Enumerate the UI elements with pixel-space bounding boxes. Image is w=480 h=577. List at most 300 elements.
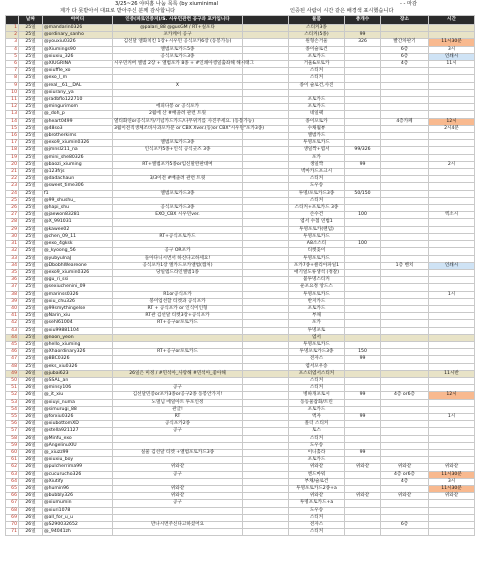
extra-cell (243, 97, 289, 104)
row-number: 29 (6, 226, 19, 233)
account-id-cell: @dadachaun (43, 176, 113, 183)
condition-cell (113, 356, 243, 363)
account-id-cell: @_94041zh (43, 529, 113, 536)
item-cell: 종이 슬로건,사진 (289, 82, 345, 89)
row-number: 17 (6, 140, 19, 147)
date-cell: 25일 (19, 125, 43, 132)
account-id-cell: @hapi_shu (43, 205, 113, 212)
item-cell: 스티커(5종) (289, 32, 345, 39)
time-cell (429, 356, 475, 363)
place-cell: 6층 (381, 522, 429, 529)
date-cell: 25일 (19, 212, 43, 219)
condition-cell: RT + 공식포카 or 인식이인형 (113, 305, 243, 312)
item-cell: 스티커 (289, 197, 345, 204)
item-cell: 스티커 (289, 385, 345, 392)
account-id-cell: @jaewon83281 (43, 212, 113, 219)
date-cell: 26일 (19, 478, 43, 485)
table-row (6, 529, 475, 536)
count-cell (345, 183, 381, 190)
account-id-cell: @cucurucho326 (43, 471, 113, 478)
condition-cell: 2월에 산 #배졸려 관련 트윗 (113, 111, 243, 118)
row-number: 59 (6, 442, 19, 449)
item-cell: 투명포토카드 (289, 233, 345, 240)
column-header-number (6, 16, 19, 25)
time-cell (429, 25, 475, 32)
table-row (6, 334, 475, 341)
count-cell (345, 399, 381, 406)
row-number: 52 (6, 392, 19, 399)
item-cell: 벽마카드포크시 (289, 169, 345, 176)
count-cell: 99 (345, 32, 381, 39)
extra-cell (243, 320, 289, 327)
date-cell: 25일 (19, 226, 43, 233)
date-cell: 26일 (19, 457, 43, 464)
condition-cell: 시우민커버 앨범 2장 + 앨범포카 8종 + #인쇄아셍일출좌해 해시태그 (114, 61, 255, 67)
account-id-cell: @123frjs (43, 169, 113, 176)
date-cell: 25일 (19, 291, 43, 298)
table-row (6, 406, 475, 413)
time-cell (429, 284, 475, 291)
item-cell: 도우송 (289, 507, 345, 514)
count-cell: 326 (345, 39, 381, 46)
place-cell (381, 428, 429, 435)
date-cell: 26일 (19, 514, 43, 521)
table-row (6, 68, 475, 75)
account-id-cell: @simurugi_88 (43, 406, 113, 413)
table-row (6, 392, 475, 399)
item-cell: 애기얼도류생석 (정찰) (289, 269, 345, 276)
account-id-cell: @all_for_u_u (43, 514, 113, 521)
row-number: 32 (6, 248, 19, 255)
extra-cell (243, 248, 289, 255)
extra-cell (243, 464, 289, 471)
account-id-cell: @mandarin0326 (43, 25, 113, 32)
count-cell (345, 140, 381, 147)
time-cell (429, 457, 475, 464)
count-cell (345, 82, 381, 89)
account-id-cell: @99_shushu_ (43, 197, 113, 204)
item-cell: 원형손거울 (289, 39, 345, 46)
table-row (6, 226, 475, 233)
date-cell: 25일 (19, 233, 43, 240)
item-cell: 이니홀라 (289, 449, 345, 456)
row-number: 11 (6, 97, 19, 104)
extra-cell (243, 471, 289, 478)
row-number: 66 (6, 493, 19, 500)
place-cell (381, 284, 429, 291)
place-cell (381, 233, 429, 240)
date-cell: 25일 (19, 176, 43, 183)
date-cell: 25일 (19, 277, 43, 284)
date-cell: 25일 (19, 205, 43, 212)
extra-cell (243, 68, 289, 75)
table-row (6, 82, 475, 89)
place-cell (381, 507, 429, 514)
count-cell (345, 421, 381, 428)
extra-cell (243, 205, 289, 212)
table-row (6, 320, 475, 327)
condition-cell: 인식포카5종+인식 공식굿즈 3종 (113, 147, 243, 154)
condition-cell: RT (113, 413, 243, 420)
condition-cell: 관글! (113, 406, 243, 413)
row-number: 47 (6, 356, 19, 363)
account-id-cell: f1 (43, 190, 113, 197)
condition-cell: 공구 OR포카 (113, 248, 243, 255)
count-cell (345, 75, 381, 82)
count-cell (345, 205, 381, 212)
condition-cell: 26일은 미정 / #민석아_사랑해 #민석아_좋아해 (113, 370, 243, 377)
page-title: 3/25~26 야띠홈 나눔 목록 (by xiuminimal (115, 1, 219, 7)
time-cell (429, 205, 475, 212)
place-cell (381, 125, 429, 132)
count-cell (345, 125, 381, 132)
time-cell (429, 241, 475, 248)
count-cell: 99 (345, 413, 381, 420)
condition-cell (113, 478, 243, 485)
row-number: 54 (6, 406, 19, 413)
item-cell: 투명포토카드3종 (289, 349, 345, 356)
count-cell (345, 68, 381, 75)
extra-cell (243, 233, 289, 240)
count-cell (345, 248, 381, 255)
date-cell: 25일 (19, 183, 43, 190)
row-number: 44 (6, 334, 19, 341)
time-cell: 인쇄시 (429, 53, 475, 60)
time-cell: 엑소시 (429, 212, 475, 219)
item-cell: 운포요정 앙드스 (289, 284, 345, 291)
table-row (6, 349, 475, 356)
count-cell (345, 385, 381, 392)
account-id-cell: @Xhaordinary326 (43, 349, 113, 356)
place-cell (381, 190, 429, 197)
date-cell: 25일 (19, 68, 43, 75)
condition-cell (113, 435, 243, 442)
row-number: 41 (6, 313, 19, 320)
item-cell: 병따개포토시 (289, 392, 345, 399)
table-row (6, 377, 475, 384)
date-cell: 25일 (19, 327, 43, 334)
table-row (6, 118, 475, 125)
table-row (6, 471, 475, 478)
extra-cell (243, 428, 289, 435)
item-cell: 불투명스티커 (289, 277, 345, 284)
account-id-cell: @DbobhWeareone (43, 262, 113, 269)
extra-cell (243, 486, 289, 493)
account-id-cell: @youxiu0326 (43, 39, 113, 46)
account-id-cell: @8BC0326 (43, 356, 113, 363)
place-cell (381, 140, 429, 147)
date-cell: 25일 (19, 61, 43, 68)
place-cell (381, 486, 429, 493)
date-cell: 26일 (19, 464, 43, 471)
account-id-cell: @forxiu0326 (43, 413, 113, 420)
place-cell (381, 413, 429, 420)
time-cell (429, 514, 475, 521)
extra-cell (243, 356, 289, 363)
date-cell: 25일 (19, 190, 43, 197)
account-id-cell: @AngelinuXIU (43, 442, 113, 449)
condition-cell: 위와같 (113, 493, 243, 500)
condition-cell: 공구 (113, 471, 243, 478)
time-cell (429, 97, 475, 104)
item-cell: 투명포토카드 (289, 341, 345, 348)
account-id-cell: @Xiumings90 (43, 46, 113, 53)
account-id-cell: @xiubottomXD (43, 421, 113, 428)
place-cell (381, 226, 429, 233)
place-cell (381, 75, 429, 82)
date-cell: 26일 (19, 406, 43, 413)
condition-cell (113, 219, 243, 226)
date-cell: 25일 (19, 298, 43, 305)
date-cell: 26일 (19, 500, 43, 507)
date-cell: 25일 (19, 133, 43, 140)
condition-cell: RT+공구or포토카드 (113, 349, 243, 356)
item-cell: 투명포토카드2종+a (289, 486, 345, 493)
time-cell (429, 89, 475, 96)
table-row (6, 104, 475, 111)
condition-cell (113, 89, 243, 96)
count-cell (345, 341, 381, 348)
count-cell (345, 486, 381, 493)
item-cell: 티켓꽂이 (289, 248, 345, 255)
condition-cell: 붕이업선할 티켓과 공식포카 (113, 298, 243, 305)
count-cell (345, 529, 381, 536)
count-cell (345, 53, 381, 60)
item-cell: 동동물잡화/트린 (289, 399, 345, 406)
date-cell: 25일 (19, 363, 43, 370)
condition-cell (113, 507, 243, 514)
item-cell: 부채 (289, 313, 345, 320)
time-cell (429, 269, 475, 276)
column-header-count: 총개수 (345, 16, 381, 25)
condition-cell (113, 514, 243, 521)
extra-cell (243, 255, 289, 262)
date-cell: 26일 (19, 529, 43, 536)
condition-cell: 돌아다니시면서 하신다고하세요! (113, 255, 243, 262)
table-row (6, 327, 475, 334)
extra-cell (243, 154, 289, 161)
place-cell (381, 327, 429, 334)
count-cell (345, 514, 381, 521)
extra-cell (243, 514, 289, 521)
place-cell (381, 212, 429, 219)
time-cell (429, 248, 475, 255)
extra-cell (243, 269, 289, 276)
date-cell: 25일 (19, 356, 43, 363)
condition-cell: 당일엠드라인앨범1종 (113, 269, 243, 276)
date-cell: 25일 (19, 320, 43, 327)
item-cell: 스티커 (289, 529, 345, 536)
place-cell (381, 133, 429, 140)
condition-cell (113, 363, 243, 370)
item-cell: A8소스티 (289, 241, 345, 248)
place-cell (381, 449, 429, 456)
place-cell (381, 406, 429, 413)
item-cell: 투명포토 (289, 327, 345, 334)
count-cell (345, 61, 381, 68)
item-cell: 포토카드 (289, 457, 345, 464)
row-number: 37 (6, 284, 19, 291)
table-row (6, 421, 475, 428)
table-row (6, 205, 475, 212)
count-cell (345, 500, 381, 507)
item-cell: 토스 (289, 428, 345, 435)
account-id-cell: @X_991031 (43, 219, 113, 226)
row-number: 67 (6, 500, 19, 507)
row-number: 36 (6, 277, 19, 284)
time-cell (429, 327, 475, 334)
place-cell (381, 320, 429, 327)
time-cell (429, 305, 475, 312)
time-cell (429, 104, 475, 111)
date-cell: 26일 (19, 421, 43, 428)
count-cell: 99 (345, 161, 381, 168)
account-id-cell: @xiurany_ya (43, 89, 113, 96)
count-cell: 150 (345, 349, 381, 356)
date-cell: 26일 (19, 493, 43, 500)
table-row (6, 305, 475, 312)
date-cell: 25일 (19, 75, 43, 82)
time-cell (429, 442, 475, 449)
row-number: 61 (6, 457, 19, 464)
row-number: 25 (6, 197, 19, 204)
item-cell: 전자스 (289, 356, 345, 363)
account-id-cell: @noon_yeon (43, 334, 113, 341)
date-cell: 26일 (19, 428, 43, 435)
table-row (6, 277, 475, 284)
account-id-cell: @sexiuchenini_09 (43, 284, 113, 291)
time-cell (429, 385, 475, 392)
extra-cell (243, 457, 289, 464)
time-cell (429, 82, 475, 89)
row-number: 7 (6, 68, 19, 75)
item-cell: 투명포토카드 (289, 291, 345, 298)
table-row (6, 241, 475, 248)
count-cell (345, 406, 381, 413)
account-id-cell: @heart0499 (43, 118, 113, 125)
table-row (6, 53, 475, 60)
time-cell (429, 219, 475, 226)
item-cell: 거울&포토카 (289, 61, 345, 68)
item-cell: 수채월뷰 (289, 125, 345, 132)
date-cell: 26일 (19, 507, 43, 514)
account-id-cell: @hello_xiuming (43, 341, 113, 348)
account-id-cell: @_xiuzz99 (43, 449, 113, 456)
row-number: 10 (6, 89, 19, 96)
row-number: 27 (6, 212, 19, 219)
account-id-cell: @yubyulnaJ (43, 255, 113, 262)
account-id-cell: @mini_she80326 (43, 154, 113, 161)
count-cell (345, 277, 381, 284)
item-cell: 손수건 (289, 212, 345, 219)
count-cell (345, 471, 381, 478)
condition-cell (113, 284, 243, 291)
legend-note: 인증된 사람이 시간 같은 배경색 표시했습니다 (290, 8, 394, 14)
table-row (6, 233, 475, 240)
condition-cell: 포카케이 공구 (113, 32, 243, 39)
place-cell (381, 291, 429, 298)
place-cell (381, 219, 429, 226)
table-row (6, 291, 475, 298)
condition-cell: 만나시면주신다고하셨어요 (113, 522, 243, 529)
extra-cell (243, 298, 289, 305)
table-row (6, 212, 475, 219)
condition-cell: 위와같 (113, 486, 243, 493)
date-cell: 25일 (19, 334, 43, 341)
date-cell: 25일 (19, 32, 43, 39)
extra-cell (243, 104, 289, 111)
table-row (6, 111, 475, 118)
count-cell (345, 298, 381, 305)
item-cell: 포스터엽서스티커 (289, 370, 345, 377)
time-cell (429, 75, 475, 82)
time-cell: 11시 (429, 61, 475, 68)
row-number: 16 (6, 133, 19, 140)
date-cell: 26일 (19, 435, 43, 442)
condition-cell (113, 277, 243, 284)
place-cell: 4층 (381, 61, 429, 68)
place-cell (381, 500, 429, 507)
account-id-cell: @xiuri1078 (43, 507, 113, 514)
item-cell: 포카 (289, 320, 345, 327)
table-row (6, 269, 475, 276)
extra-cell (243, 197, 289, 204)
extra-cell (243, 75, 289, 82)
item-cell: 생일짝+엽서 (289, 147, 345, 154)
extra-cell (243, 334, 289, 341)
table-row (6, 298, 475, 305)
row-number: 12 (6, 104, 19, 111)
extra-cell (243, 305, 289, 312)
condition-cell: 김선달 앨화치킨 1장+시우민 공식포카6장 (동봉가능) (113, 39, 243, 46)
account-id-cell: @xiu_chu326 (43, 298, 113, 305)
item-cell (289, 89, 345, 96)
row-number: 31 (6, 241, 19, 248)
time-cell: 11시반 (429, 370, 475, 377)
account-id-cell: @xiumumin (43, 500, 113, 507)
time-cell (429, 399, 475, 406)
place-cell (381, 205, 429, 212)
place-cell (381, 377, 429, 384)
extra-cell (243, 413, 289, 420)
account-id-cell: @_doh_p (43, 111, 113, 118)
date-cell: 25일 (19, 82, 43, 89)
item-cell: 스티커 (289, 68, 345, 75)
place-cell (381, 298, 429, 305)
count-cell (345, 522, 381, 529)
place-cell (381, 356, 429, 363)
condition-cell: 앨범포토카드5종 (113, 46, 243, 53)
condition-cell (113, 75, 243, 82)
count-cell (345, 435, 381, 442)
column-header-extra (243, 16, 289, 25)
place-cell (381, 341, 429, 348)
table-row (6, 75, 475, 82)
date-cell: 25일 (19, 140, 43, 147)
condition-cell: 공구 (113, 500, 243, 507)
time-cell (429, 154, 475, 161)
row-number: 64 (6, 478, 19, 485)
time-cell (429, 133, 475, 140)
row-number: 35 (6, 269, 19, 276)
item-cell: 포토카드 (289, 104, 345, 111)
table-row (6, 154, 475, 161)
count-cell (345, 25, 381, 32)
condition-cell (113, 327, 243, 334)
item-cell: 엽서 수첩 연법1 (289, 219, 345, 226)
account-id-cell: @marinss0326 (43, 291, 113, 298)
extra-cell (243, 529, 289, 536)
